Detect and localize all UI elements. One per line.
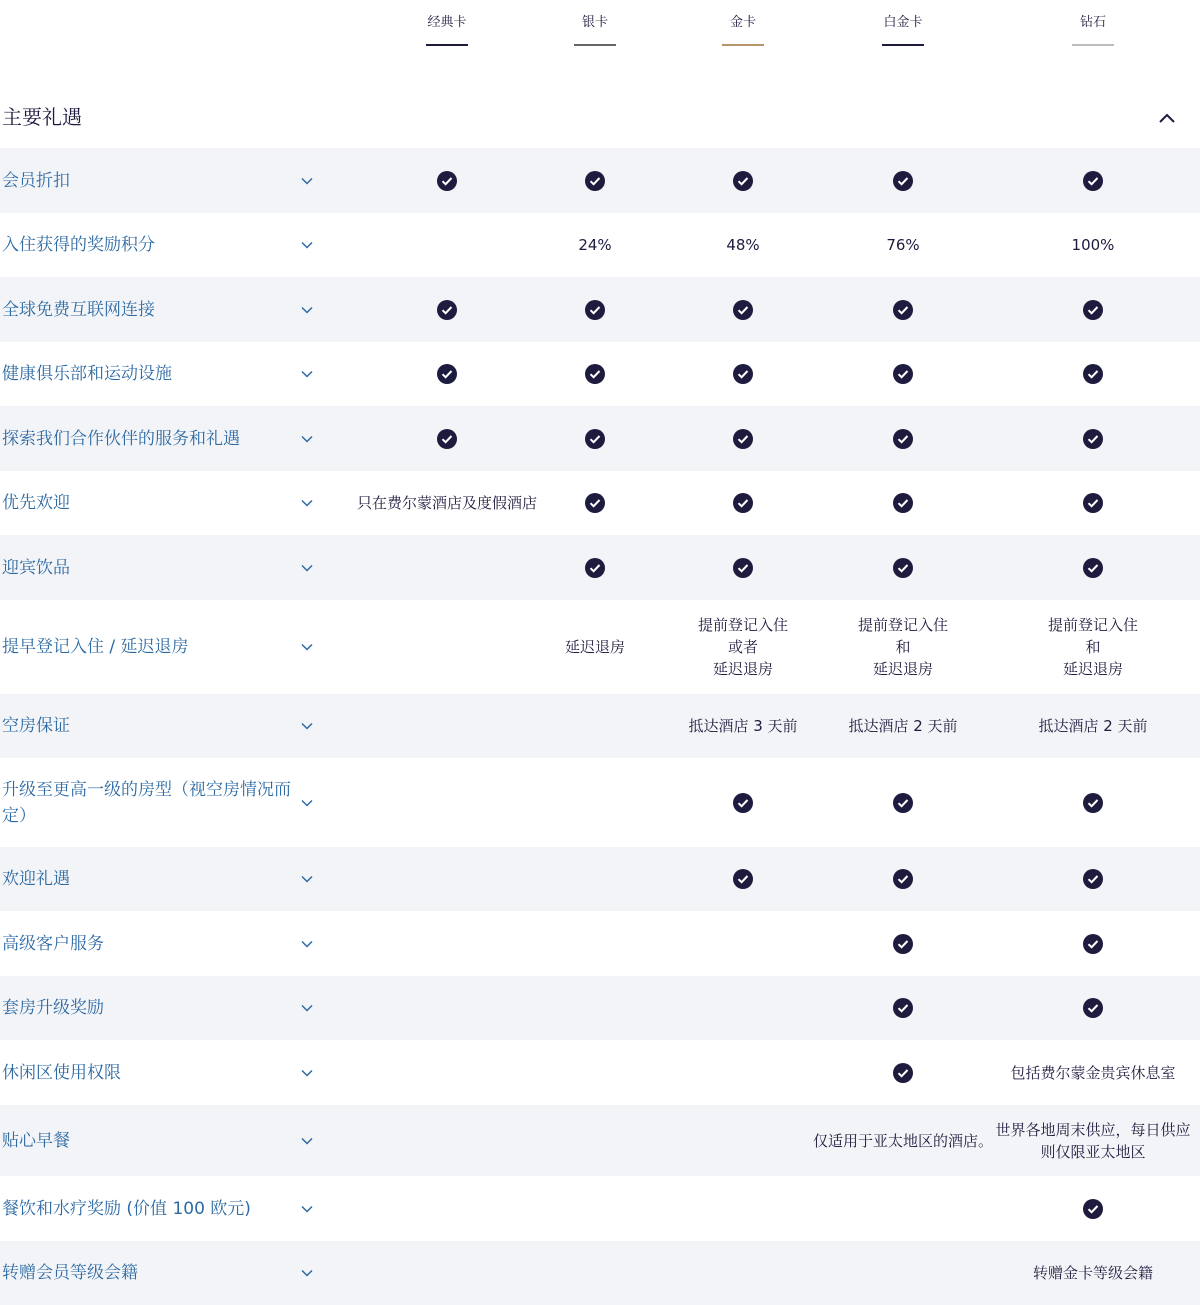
benefit-value: 抵达酒店 3 天前 <box>688 717 798 735</box>
check-circle-icon <box>732 363 754 385</box>
chevron-down-icon[interactable] <box>296 793 318 813</box>
benefit-value: 提前登记入住 和 延迟退房 <box>1047 616 1138 678</box>
check-circle-icon <box>1082 492 1104 514</box>
check-circle-icon <box>584 557 606 579</box>
chevron-down-icon[interactable] <box>296 1199 318 1219</box>
benefit-label[interactable]: 迎宾饮品 <box>2 557 70 578</box>
check-circle-icon <box>584 428 606 450</box>
check-circle-icon <box>436 363 458 385</box>
benefit-check-cell <box>803 471 1003 535</box>
tier-label: 钻石 <box>1079 15 1106 30</box>
benefit-check-cell <box>993 847 1193 911</box>
benefit-check-cell <box>993 976 1193 1040</box>
benefit-label[interactable]: 欢迎礼遇 <box>2 869 70 889</box>
benefit-label[interactable]: 贴心早餐 <box>2 1130 70 1151</box>
chevron-down-icon[interactable] <box>296 869 318 889</box>
benefit-label[interactable]: 空房保证 <box>2 716 70 736</box>
benefit-row <box>0 342 1200 406</box>
chevron-down-icon[interactable] <box>296 171 318 191</box>
benefit-value-cell <box>803 213 1003 277</box>
benefit-value: 仅适用于亚太地区的酒店。 <box>812 1131 993 1150</box>
benefit-value: 76% <box>886 236 920 254</box>
tier-header <box>0 0 1200 60</box>
benefit-check-cell <box>993 406 1193 471</box>
chevron-down-icon[interactable] <box>296 716 318 736</box>
check-circle-icon <box>892 492 914 514</box>
chevron-down-icon[interactable] <box>296 300 318 320</box>
benefit-value: 延迟退房 <box>564 638 625 656</box>
check-circle-icon <box>584 492 606 514</box>
check-circle-icon <box>892 299 914 321</box>
benefit-label[interactable]: 转赠会员等级会籍 <box>2 1263 138 1283</box>
tier-underline <box>722 44 764 46</box>
tier-column-header <box>683 14 803 46</box>
chevron-down-icon[interactable] <box>296 364 318 384</box>
check-circle-icon <box>732 428 754 450</box>
benefit-row <box>0 911 1200 976</box>
benefit-label[interactable]: 健康俱乐部和运动设施 <box>2 364 172 384</box>
check-circle-icon <box>892 170 914 192</box>
tier-label: 金卡 <box>729 15 756 30</box>
check-circle-icon <box>892 1062 914 1084</box>
benefit-value: 只在费尔蒙酒店及度假酒店 <box>356 494 537 512</box>
benefit-row <box>0 406 1200 471</box>
check-circle-icon <box>1082 428 1104 450</box>
benefit-row <box>0 1040 1200 1105</box>
check-circle-icon <box>892 997 914 1019</box>
benefit-value-cell <box>803 694 1003 758</box>
benefit-label[interactable]: 入住获得的奖励积分 <box>2 235 155 255</box>
benefit-row <box>0 758 1200 847</box>
chevron-up-icon[interactable] <box>1152 103 1182 133</box>
benefit-label[interactable]: 餐饮和水疗奖励 (价值 100 欧元) <box>2 1198 251 1219</box>
check-circle-icon <box>892 428 914 450</box>
benefit-value-cell <box>993 600 1193 694</box>
benefit-row <box>0 213 1200 277</box>
check-circle-icon <box>732 868 754 890</box>
benefit-value-cell <box>993 1105 1193 1176</box>
benefit-value: 提前登记入住 或者 延迟退房 <box>697 616 788 678</box>
benefit-check-cell <box>803 1040 1003 1105</box>
benefit-check-cell <box>993 471 1193 535</box>
benefit-check-cell <box>803 847 1003 911</box>
check-circle-icon <box>892 557 914 579</box>
benefit-row <box>0 847 1200 911</box>
benefit-value: 包括费尔蒙金贵宾休息室 <box>1010 1063 1176 1082</box>
benefit-value-cell <box>993 213 1193 277</box>
benefit-value-cell <box>803 600 1003 694</box>
check-circle-icon <box>1082 868 1104 890</box>
check-circle-icon <box>1082 299 1104 321</box>
benefit-label[interactable]: 探索我们合作伙伴的服务和礼遇 <box>2 428 240 449</box>
check-circle-icon <box>732 792 754 814</box>
check-circle-icon <box>892 933 914 955</box>
benefit-check-cell <box>993 342 1193 406</box>
section-header <box>0 86 1200 148</box>
benefit-value: 24% <box>578 236 612 254</box>
check-circle-icon <box>732 170 754 192</box>
benefit-value-cell <box>993 1040 1193 1105</box>
check-circle-icon <box>1082 792 1104 814</box>
check-circle-icon <box>584 170 606 192</box>
benefit-row <box>0 148 1200 213</box>
benefit-check-cell <box>803 406 1003 471</box>
check-circle-icon <box>892 792 914 814</box>
benefit-label[interactable]: 休闲区使用权限 <box>2 1062 121 1083</box>
benefit-label[interactable]: 提早登记入住 / 延迟退房 <box>2 637 189 657</box>
benefit-row <box>0 1176 1200 1241</box>
benefit-label[interactable]: 全球免费互联网连接 <box>2 299 155 320</box>
benefit-check-cell <box>803 342 1003 406</box>
check-circle-icon <box>1082 170 1104 192</box>
check-circle-icon <box>1082 557 1104 579</box>
benefit-value: 抵达酒店 2 天前 <box>848 717 958 735</box>
tier-label: 白金卡 <box>883 15 923 30</box>
benefit-row <box>0 471 1200 535</box>
check-circle-icon <box>732 557 754 579</box>
benefit-value-cell <box>803 1105 1003 1176</box>
tier-underline <box>882 44 924 46</box>
benefit-check-cell <box>993 535 1193 600</box>
benefit-value: 100% <box>1071 236 1115 254</box>
benefit-label[interactable]: 套房升级奖励 <box>2 998 104 1018</box>
benefit-check-cell <box>803 976 1003 1040</box>
benefit-label[interactable]: 优先欢迎 <box>2 493 70 513</box>
chevron-down-icon[interactable] <box>296 558 318 578</box>
check-circle-icon <box>1082 933 1104 955</box>
check-circle-icon <box>892 868 914 890</box>
check-circle-icon <box>1082 1198 1104 1220</box>
chevron-down-icon[interactable] <box>296 235 318 255</box>
tier-column-header <box>387 14 507 46</box>
tier-column-header <box>1033 14 1153 46</box>
check-circle-icon <box>1082 363 1104 385</box>
chevron-down-icon[interactable] <box>296 1131 318 1151</box>
benefit-check-cell <box>803 535 1003 600</box>
benefit-value-cell <box>993 1241 1193 1305</box>
chevron-down-icon[interactable] <box>296 493 318 513</box>
tier-label: 经典卡 <box>427 15 467 30</box>
chevron-down-icon[interactable] <box>296 1263 318 1283</box>
benefit-label[interactable]: 会员折扣 <box>2 170 70 191</box>
check-circle-icon <box>732 492 754 514</box>
benefit-label[interactable]: 高级客户服务 <box>2 933 104 954</box>
chevron-down-icon[interactable] <box>296 429 318 449</box>
benefit-row <box>0 600 1200 694</box>
benefit-check-cell <box>993 758 1193 847</box>
chevron-down-icon[interactable] <box>296 934 318 954</box>
check-circle-icon <box>436 170 458 192</box>
benefit-row <box>0 976 1200 1040</box>
check-circle-icon <box>584 299 606 321</box>
benefit-check-cell <box>803 148 1003 213</box>
tier-underline <box>574 44 616 46</box>
check-circle-icon <box>732 299 754 321</box>
benefit-value: 世界各地周末供应，每日供应则仅限亚太地区 <box>995 1120 1191 1161</box>
benefit-check-cell <box>993 1176 1193 1241</box>
benefit-row <box>0 277 1200 342</box>
benefit-row <box>0 1105 1200 1176</box>
check-circle-icon <box>436 299 458 321</box>
benefit-check-cell <box>803 277 1003 342</box>
chevron-down-icon[interactable] <box>296 1063 318 1083</box>
tier-underline <box>1072 44 1114 46</box>
tier-column-header <box>535 14 655 46</box>
benefit-row <box>0 694 1200 758</box>
tier-underline <box>426 44 468 46</box>
benefit-check-cell <box>993 148 1193 213</box>
benefit-check-cell <box>803 758 1003 847</box>
benefit-label[interactable]: 升级至更高一级的房型（视空房情况而定） <box>2 779 291 826</box>
chevron-down-icon[interactable] <box>296 637 318 657</box>
benefit-value: 提前登记入住 和 延迟退房 <box>857 616 948 678</box>
check-circle-icon <box>436 428 458 450</box>
check-circle-icon <box>892 363 914 385</box>
section-title: 主要礼遇 <box>2 105 82 129</box>
tier-label: 银卡 <box>581 15 608 30</box>
benefit-check-cell <box>803 911 1003 976</box>
benefit-value-cell <box>993 694 1193 758</box>
check-circle-icon <box>584 363 606 385</box>
benefit-row <box>0 535 1200 600</box>
chevron-down-icon[interactable] <box>296 998 318 1018</box>
benefit-check-cell <box>993 911 1193 976</box>
tier-column-header <box>843 14 963 46</box>
benefit-value: 48% <box>726 236 760 254</box>
benefit-value: 抵达酒店 2 天前 <box>1038 717 1148 735</box>
benefit-check-cell <box>993 277 1193 342</box>
check-circle-icon <box>1082 997 1104 1019</box>
benefit-row <box>0 1241 1200 1305</box>
benefit-value: 转赠金卡等级会籍 <box>1032 1264 1153 1282</box>
